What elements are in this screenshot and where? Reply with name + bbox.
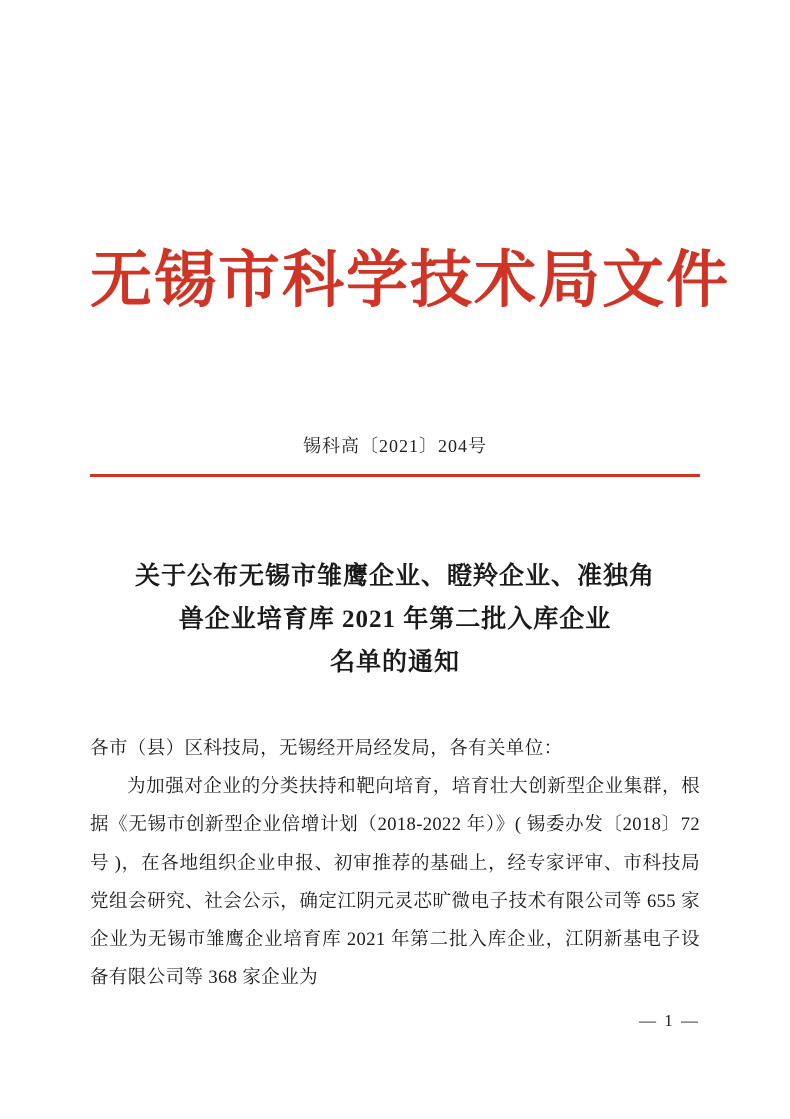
page-title-line-1: 关于公布无锡市雏鹰企业、瞪羚企业、准独角 <box>134 563 655 591</box>
page-title-line-2: 兽企业培育库 2021 年第二批入库企业 <box>178 606 612 634</box>
page-title-line-3: 名单的通知 <box>329 649 460 677</box>
body-text <box>90 730 700 997</box>
body-paragraph: 为加强对企业的分类扶持和靶向培育，培育壮大创新型企业集群，根据《无锡市创新型企业倍增计划（2018-2022 年）》( 锡委办发〔2018〕72 号 )，在各地组织企业申报、初审推荐的基础上，经专家评审、市科技局党组会研究、社会公示，确定江阴元灵芯旷微电子技术有限公司等 655 家企业为无锡市雏鹰企业培育库 2021 年第二批入库企业，江阴新基电子设备有限公司等 368 家企业为 <box>90 777 700 988</box>
document-number: 锡科高〔2021〕204号 <box>303 436 487 457</box>
masthead-title: 无锡市科学技术局文件 <box>90 243 731 316</box>
page-title <box>90 555 700 684</box>
salutation: 各市（县）区科技局，无锡经开局经发局，各有关单位： <box>90 739 563 760</box>
page-number: — 1 — <box>639 1011 700 1030</box>
masthead <box>90 0 731 316</box>
red-divider-rule <box>90 474 700 477</box>
